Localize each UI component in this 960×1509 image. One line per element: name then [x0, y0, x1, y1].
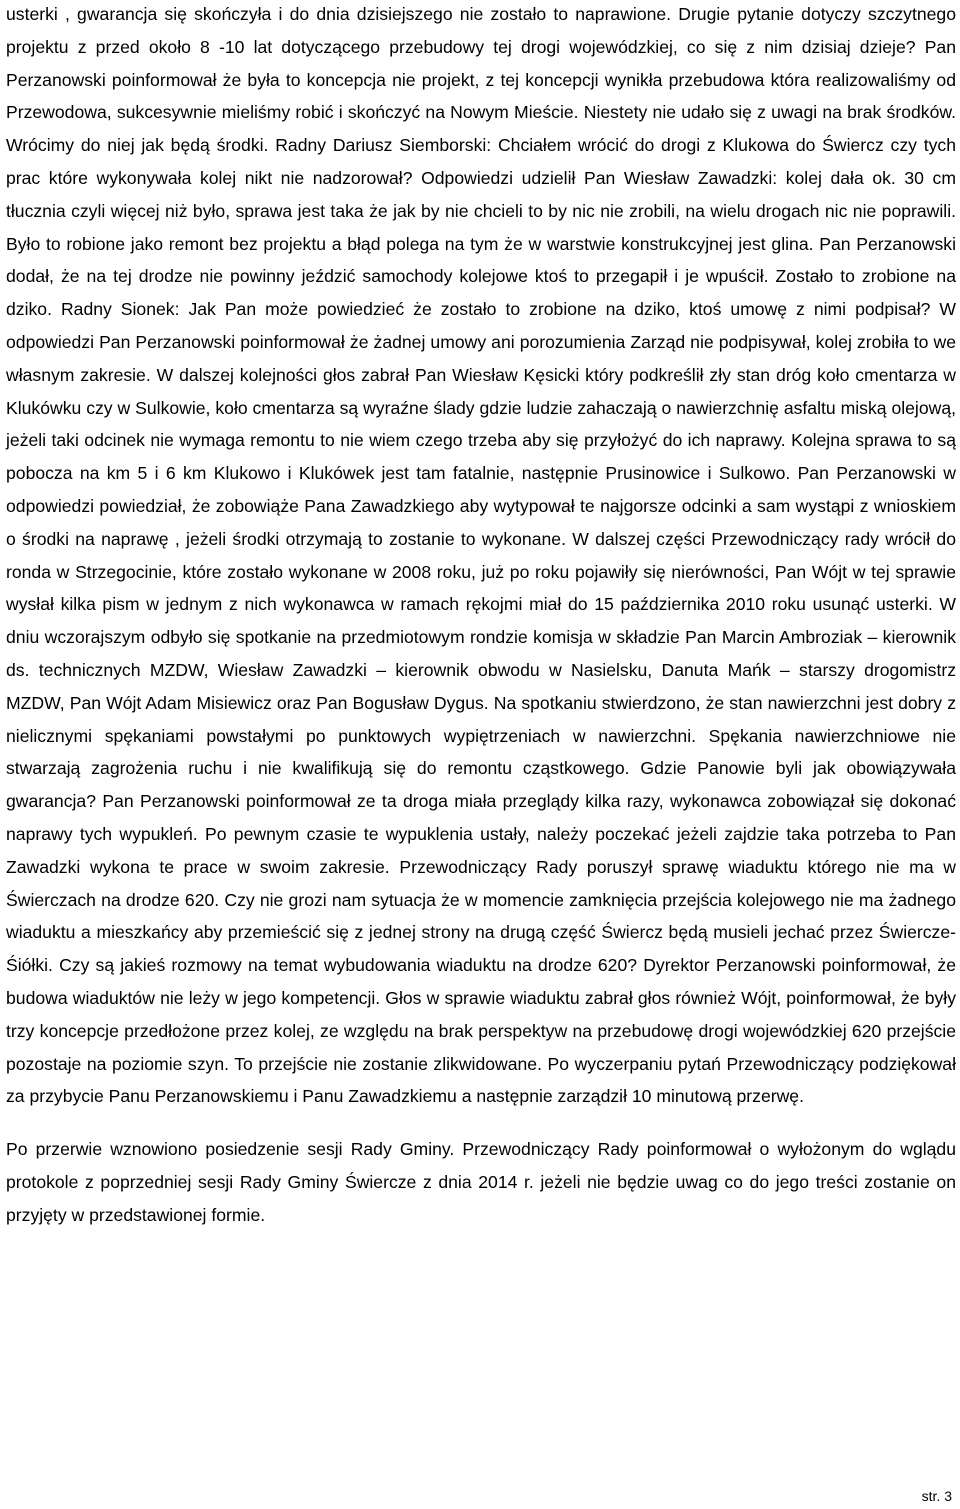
document-page: [6, 0, 956, 1231]
page-number: str. 3: [921, 1488, 952, 1504]
paragraph-2: Po przerwie wznowiono posiedzenie sesji Rady Gminy. Przewodniczący Rady poinformował o wyłożonym do wglądu protokole z poprzedniej sesji Rady Gminy Świercze z dnia 2014 r. jeżeli nie będzie uwag co do jego treści zostanie on przyjęty w przedstawionej formie.: [6, 1139, 956, 1225]
paragraph-1: usterki , gwarancja się skończyła i do dnia dzisiejszego nie zostało to naprawione. Drugie pytanie dotyczy szczytnego projektu z przed około 8 -10 lat dotyczącego przebudowy tej drogi wojewódzkiej, co się z nim dzisiaj dzieje? Pan Perzanowski poinformował że była to koncepcja nie projekt, z tej koncepcji wynikła przebudowa która realizowaliśmy od Przewodowa, sukcesywnie mieliśmy robić i skończyć na Nowym Mieście. Niestety nie udało się z uwagi na brak środków. Wrócimy do niej jak będą środki. Radny Dariusz Siemborski: Chciałem wrócić do drogi z Klukowa do Świercz czy tych prac które wykonywała kolej nikt nie nadzorował? Odpowiedzi udzielił Pan Wiesław Zawadzki: kolej dała ok. 30 cm tłucznia czyli więcej niż było, sprawa jest taka że jak by nie chcieli to by nic nie zrobili, na wielu drogach nic nie poprawili. Było to robione jako remont bez projektu a błąd polega na tym że w warstwie konstrukcyjnej jest glina. Pan Perzanowski dodał, że na tej drodze nie powinny jeździć samochody kolejowe ktoś to przegapił i je wpuścił. Zostało to zrobione na dziko. Radny Sionek: Jak Pan może powiedzieć że zostało to zrobione na dziko, ktoś umowę z nimi podpisał? W odpowiedzi Pan Perzanowski poinformował że żadnej umowy ani porozumienia Zarząd nie podpisywał, kolej zrobiła to we własnym zakresie. W dalszej kolejności głos zabrał Pan Wiesław Kęsicki który podkreślił zły stan dróg koło cmentarza w Klukówku czy w Sulkowie, koło cmentarza są wyraźne ślady gdzie ludzie zahaczają o nawierzchnię asfaltu miską olejową, jeżeli taki odcinek nie wymaga remontu to nie wiem czego trzeba aby się przyłożyć do ich naprawy. Kolejna sprawa to są pobocza na km 5 i 6 km Klukowo i Klukówek jest tam fatalnie, następnie Prusinowice i Sulkowo. Pan Perzanowski w odpowiedzi powiedział, że zobowiąże Pana Zawadzkiego aby wytypował te najgorsze odcinki a sam wystąpi z wnioskiem o środki na naprawę , jeżeli środki otrzymają to zostanie to wykonane. W dalszej części Przewodniczący rady wrócił do ronda w Strzegocinie, które zostało wykonane w 2008 roku, już po roku pojawiły się nierówności, Pan Wójt w tej sprawie wysłał kilka pism w jednym z nich wykonawca w ramach rękojmi miał do 15 października 2010 roku usunąć usterki. W dniu wczorajszym odbyło się spotkanie na przedmiotowym rondzie komisja w składzie Pan Marcin Ambroziak – kierownik ds. technicznych MZDW, Wiesław Zawadzki – kierownik obwodu w Nasielsku, Danuta Mańk – starszy drogomistrz MZDW, Pan Wójt Adam Misiewicz oraz Pan Bogusław Dygus. Na spotkaniu stwierdzono, że stan nawierzchni jest dobry z nielicznymi spękaniami powstałymi po punktowych wypiętrzeniach w nawierzchni. Spękania nawierzchniowe nie stwarzają zagrożenia ruchu i nie kwalifikują się do remontu cząstkowego. Gdzie Panowie byli jak obowiązywała gwarancja? Pan Perzanowski poinformował ze ta droga miała przeglądy kilka razy, wykonawca zobowiązał się dokonać naprawy tych wypukleń. Po pewnym czasie te wypuklenia ustały, należy poczekać jeżeli zajdzie taka potrzeba to Pan Zawadzki wykona te prace w swoim zakresie. Przewodniczący Rady poruszył sprawę wiaduktu którego nie ma w Świerczach na drodze 620. Czy nie grozi nam sytuacja że w momencie zamknięcia przejścia kolejowego nie ma żadnego wiaduktu a mieszkańcy aby przemieścić się z jednej strony na drugą część Świercz będą musieli jechać przez Świercze- Śiółki. Czy są jakieś rozmowy na temat wybudowania wiaduktu na drodze 620? Dyrektor Perzanowski poinformował, że budowa wiaduktów nie leży w jego kompetencji. Głos w sprawie wiaduktu zabrał głos również Wójt, poinformował, że były trzy koncepcje przedłożone przez kolej, ze względu na brak perspektyw na przebudowę drogi wojewódzkiej 620 przejście pozostaje na poziomie szyn. To przejście nie zostanie zlikwidowane. Po wyczerpaniu pytań Przewodniczący podziękował za przybycie Panu Perzanowskiemu i Panu Zawadzkiemu a następnie zarządził 10 minutową przerwę.: [6, 4, 956, 1107]
